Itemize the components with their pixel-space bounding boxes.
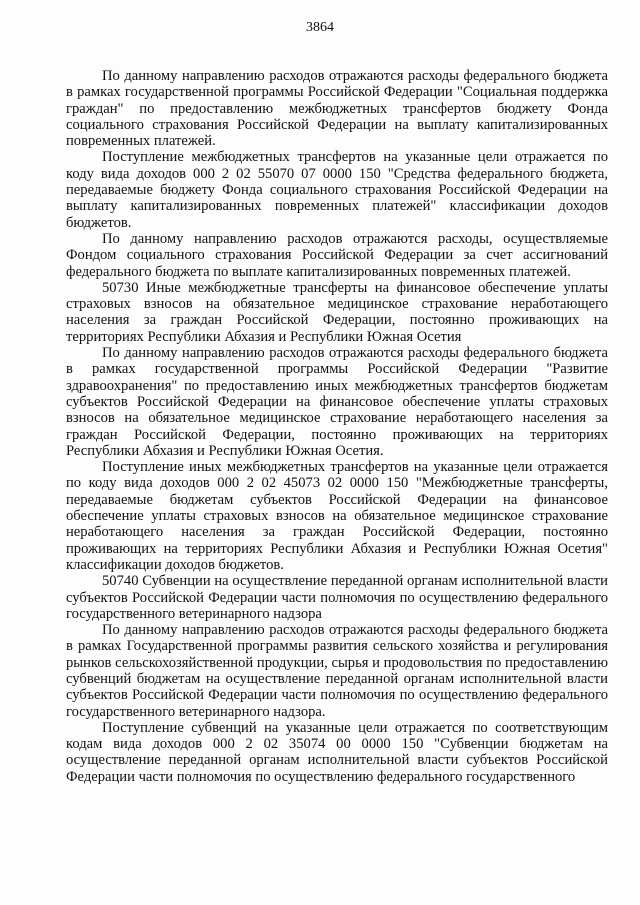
page-number: 3864 — [306, 20, 334, 35]
paragraph: Поступление иных межбюджетных трансфертов на указанные цели отражается по коду вида доходов 000 2 02 45073 02 0000 150 "Межбюджетные трансферты, передаваемые бюджетам субъектов Российской Федерации на финансовое обеспечение уплаты страховых взносов на обязательное медицинское страхование неработающего населения за граждан Российской Федерации, постоянно проживающих на территориях Республики Абхазия и Республики Южная Осетия" классификации доходов бюджетов. — [66, 459, 608, 573]
section-heading-50740: 50740 Субвенции на осуществление переданной органам исполнительной власти субъектов Российской Федерации части полномочия по осуществлению федерального государственного ветеринарного надзора — [66, 573, 608, 622]
document-body — [66, 68, 608, 785]
paragraph: По данному направлению расходов отражаются расходы федерального бюджета в рамках государственной программы Российской Федерации "Развитие здравоохранения" по предоставлению иных межбюджетных трансфертов бюджетам субъектов Российской Федерации на финансовое обеспечение уплаты страховых взносов на обязательное медицинское страхование неработающего населения за граждан Российской Федерации, постоянно проживающих на территориях Республики Абхазия и Республики Южная Осетия. — [66, 345, 608, 459]
paragraph: По данному направлению расходов отражаются расходы, осуществляемые Фондом социального страхования Российской Федерации за счет ассигнований федерального бюджета по выплате капитализированных повременных платежей. — [66, 230, 608, 280]
paragraph: По данному направлению расходов отражаются расходы федерального бюджета в рамках Государственной программы развития сельского хозяйства и регулирования рынков сельскохозяйственной продукции, сырья и продовольствия по предоставлению субвенций бюджетам на осуществление переданной органам исполнительной власти субъектов Российской Федерации части полномочия по осуществлению федерального государственного ветеринарного надзора. — [66, 622, 608, 720]
paragraph: По данному направлению расходов отражаются расходы федерального бюджета в рамках государственной программы Российской Федерации "Социальная поддержка граждан" по предоставлению межбюджетных трансфертов бюджету Фонда социального страхования Российской Федерации на выплату капитализированных повременных платежей. — [66, 68, 608, 150]
paragraph: Поступление межбюджетных трансфертов на указанные цели отражается по коду вида доходов 000 2 02 55070 07 0000 150 "Средства федерального бюджета, передаваемые бюджету Фонда социального страхования Российской Федерации на выплату капитализированных повременных платежей" классификации доходов бюджетов. — [66, 149, 608, 231]
section-heading-50730: 50730 Иные межбюджетные трансферты на финансовое обеспечение уплаты страховых взносов на обязательное медицинское страхование неработающего населения за граждан Российской Федерации, постоянно проживающих на территориях Республики Абхазия и Республики Южная Осетия — [66, 279, 608, 345]
paragraph: Поступление субвенций на указанные цели отражается по соответствующим кодам вида доходов 000 2 02 35074 00 0000 150 "Субвенции бюджетам на осуществление переданной органам исполнительной власти субъектов Российской Федерации части полномочия по осуществлению федерального государственного — [66, 719, 608, 785]
